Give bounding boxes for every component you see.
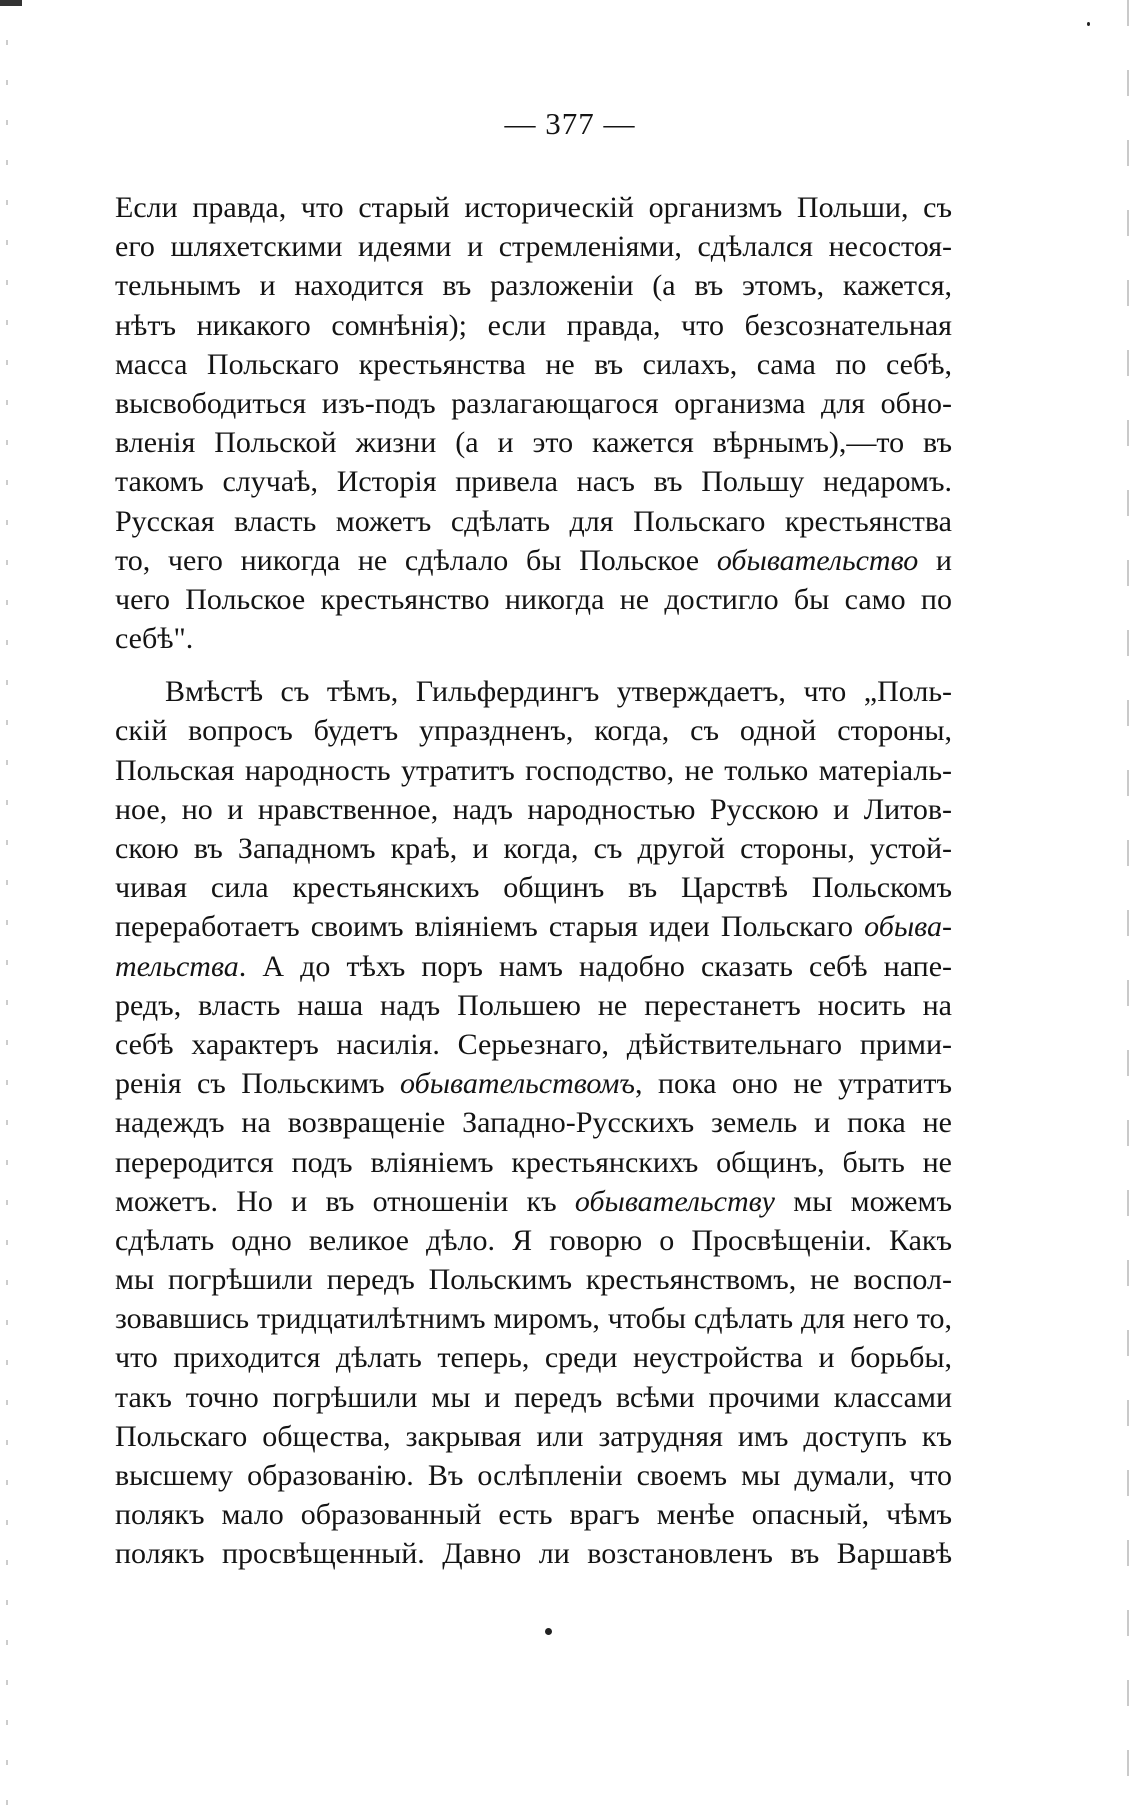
text-line: Польскаго общества, закрывая или затрудняя имъ доступъ къ (115, 1419, 952, 1453)
text-run: можетъ. Но и въ отношеніи къ (115, 1184, 575, 1218)
text-line: зовавшись тридцатилѣтнимъ миромъ, чтобы сдѣлать для него то, (115, 1302, 952, 1336)
text-line: высшему образованію. Въ ослѣпленіи своемъ мы думали, что (115, 1459, 952, 1492)
text-line: тельнымъ и находится въ разложеніи (а въ этомъ, кажется, (115, 269, 952, 303)
text-line: себѣ". (115, 622, 194, 656)
page-number: — 377 — (504, 106, 636, 141)
text-line: переродится подъ вліяніемъ крестьянскихъ общинъ, быть не (115, 1145, 952, 1179)
text-line (115, 541, 952, 580)
text-run: , пока оно не утратитъ (635, 1067, 952, 1101)
text-line: скою въ Западномъ краѣ, и когда, съ другой стороны, устой- (115, 832, 952, 865)
text-line: его шляхетскими идеями и стремленіями, сдѣлался несостоя- (115, 230, 952, 264)
scan-edge-left (6, 0, 8, 1819)
text-line: мы погрѣшили передъ Польскимъ крестьянствомъ, не воспол- (115, 1263, 952, 1297)
paragraph-2 (115, 672, 952, 1573)
italic-term: тельства (115, 949, 239, 983)
text-line: ное, но и нравственное, надъ народностью Русскою и Литов- (115, 792, 952, 826)
text-line: сдѣлать одно великое дѣло. Я говорю о Просвѣщеніи. Какъ (115, 1223, 952, 1257)
italic-term: обывательство (716, 543, 919, 577)
paragraph-1 (115, 188, 952, 658)
italic-term: обыва- (864, 910, 952, 944)
text-line: такъ точно погрѣшили мы и передъ всѣми прочими классами (115, 1380, 952, 1414)
text-line: надеждъ на возвращеніе Западно-Русскихъ земель и пока не (115, 1106, 952, 1140)
italic-term: обывательствомъ (400, 1067, 635, 1101)
text-line: полякъ мало образованный есть врагъ менѣе опасный, чѣмъ (115, 1498, 952, 1532)
text-line: нѣтъ никакого сомнѣнія); если правда, что безсознательная (115, 308, 952, 342)
text-line: себѣ характеръ насилія. Серьезнаго, дѣйствительнаго прими- (115, 1027, 952, 1061)
ink-speck (545, 1628, 552, 1635)
text-run: и (918, 543, 952, 577)
text-line: такомъ случаѣ, Исторія привела насъ въ Польшу недаромъ. (115, 465, 952, 499)
scan-corner-mark (0, 0, 22, 6)
scan-edge-right (1127, 0, 1129, 1819)
text-line: чего Польское крестьянство никогда не достигло бы само по (115, 582, 952, 616)
text-run: ренія съ Польскимъ (115, 1067, 401, 1101)
text-run: то, чего никогда не сдѣлало бы Польское (115, 543, 717, 577)
text-line: чивая сила крестьянскихъ общинъ въ Царствѣ Польскомъ (115, 871, 952, 905)
text-line: Если правда, что старый историческій организмъ Польши, съ (115, 191, 952, 224)
text-line (115, 907, 952, 946)
text-line: полякъ просвѣщенный. Давно ли возстановленъ въ Варшавѣ (115, 1537, 952, 1571)
text-line: вленія Польской жизни (а и это кажется вѣрнымъ),—то въ (115, 426, 952, 460)
text-line: высвободиться изъ-подъ разлагающагося организма для обно- (115, 386, 952, 420)
text-run: мы можемъ (774, 1184, 952, 1218)
text-line: масса Польскаго крестьянства не въ силахъ, сама по себѣ, (115, 347, 952, 381)
text-line (115, 1182, 952, 1221)
text-line: Вмѣстѣ съ тѣмъ, Гильфердингъ утверждаетъ, что „Поль- (165, 675, 952, 709)
text-line (115, 947, 952, 986)
text-line: редъ, власть наша надъ Польшею не перестанетъ носить на (115, 988, 952, 1022)
text-run: . А до тѣхъ поръ намъ надобно сказать себѣ напе- (238, 949, 952, 983)
ink-speck (1087, 22, 1090, 26)
body-text (115, 188, 952, 1574)
text-line: Русская власть можетъ сдѣлать для Польскаго крестьянства (115, 504, 952, 538)
text-line: что приходится дѣлать теперь, среди неустройства и борьбы, (115, 1341, 952, 1375)
italic-term: обывательству (574, 1184, 775, 1218)
text-line: Польская народность утратитъ господство, не только матеріаль- (115, 753, 952, 787)
text-line: скій вопросъ будетъ упраздненъ, когда, съ одной стороны, (115, 714, 952, 748)
text-run: переработаетъ своимъ вліяніемъ старыя идеи Польскаго (115, 910, 865, 944)
text-line (115, 1064, 952, 1103)
paragraph-gap (115, 658, 952, 672)
